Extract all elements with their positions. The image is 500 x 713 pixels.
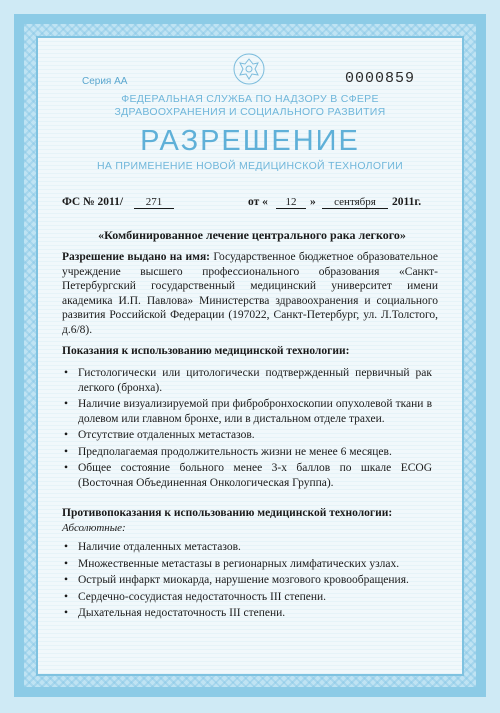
- registration-month: [322, 196, 388, 209]
- registration-year: 2011г.: [392, 196, 422, 208]
- serial-number: 0000859: [345, 70, 416, 87]
- registration-day: [276, 196, 306, 209]
- list-item: • Наличие отдаленных метастазов.: [62, 540, 432, 555]
- state-emblem-icon: [232, 52, 266, 86]
- list-item: • Множественные метастазы в регионарных лимфатических узлах.: [62, 557, 432, 572]
- contraindications-subheading: Абсолютные:: [62, 522, 126, 534]
- document-title: РАЗРЕШЕНИЕ: [140, 125, 360, 157]
- registration-day-close: »: [310, 196, 316, 208]
- list-item: • Наличие визуализируемой при фибробронхоскопии опухолевой ткани в долевом или главном бронхе, или в дистальном отделе трахеи.: [62, 397, 432, 426]
- series-label: Серия АА: [82, 76, 128, 87]
- contraindications-list: [62, 540, 432, 623]
- list-item: • Дыхательная недостаточность III степени.: [62, 606, 432, 621]
- registration-prefix: ФС № 2011/: [62, 196, 124, 208]
- list-item: • Предполагаемая продолжительность жизни не менее 6 месяцев.: [62, 445, 432, 460]
- technology-name: «Комбинированное лечение центрального рака легкого»: [98, 228, 406, 242]
- issued-to-label: Разрешение выдано на имя:: [62, 251, 210, 263]
- registration-from: от «: [248, 196, 268, 208]
- list-item: • Гистологически или цитологически подтвержденный первичный рак легкого (бронха).: [62, 366, 432, 395]
- registration-month-value: сентября: [334, 196, 376, 208]
- registration-number-value: 271: [145, 196, 163, 208]
- agency-name: [60, 93, 440, 119]
- agency-line-1: ФЕДЕРАЛЬНАЯ СЛУЖБА ПО НАДЗОРУ В СФЕРЕ: [121, 93, 379, 105]
- issued-to-text: Государственное бюджетное образовательное учреждение высшего профессионального образования «Санкт-Петербургский государственный медицинский университет имени академика И.П. Павлова» Министерства здравоохранения и социального развития Российской Федерации (197022, Санкт-Петербург, ул. Л.Толстого, д.6/8).: [62, 251, 438, 336]
- registration-number: [134, 196, 174, 209]
- registration-row: [62, 196, 442, 214]
- list-item: • Общее состояние больного менее 3-х баллов по шкале ECOG (Восточная Объединенная Онкологическая Группа).: [62, 461, 432, 490]
- list-item: • Острый инфаркт миокарда, нарушение мозгового кровообращения.: [62, 573, 432, 588]
- indications-heading: Показания к использованию медицинской технологии:: [62, 345, 350, 357]
- indications-list: [62, 366, 432, 492]
- agency-line-2: ЗДРАВООХРАНЕНИЯ И СОЦИАЛЬНОГО РАЗВИТИЯ: [114, 106, 386, 118]
- list-item: • Сердечно-сосудистая недостаточность III степени.: [62, 590, 432, 605]
- list-item: • Отсутствие отдаленных метастазов.: [62, 428, 432, 443]
- contraindications-heading: Противопоказания к использованию медицинской технологии:: [62, 507, 393, 519]
- issued-to-paragraph: [62, 250, 438, 337]
- registration-day-value: 12: [285, 196, 297, 208]
- document-subtitle: НА ПРИМЕНЕНИЕ НОВОЙ МЕДИЦИНСКОЙ ТЕХНОЛОГИИ: [96, 160, 404, 172]
